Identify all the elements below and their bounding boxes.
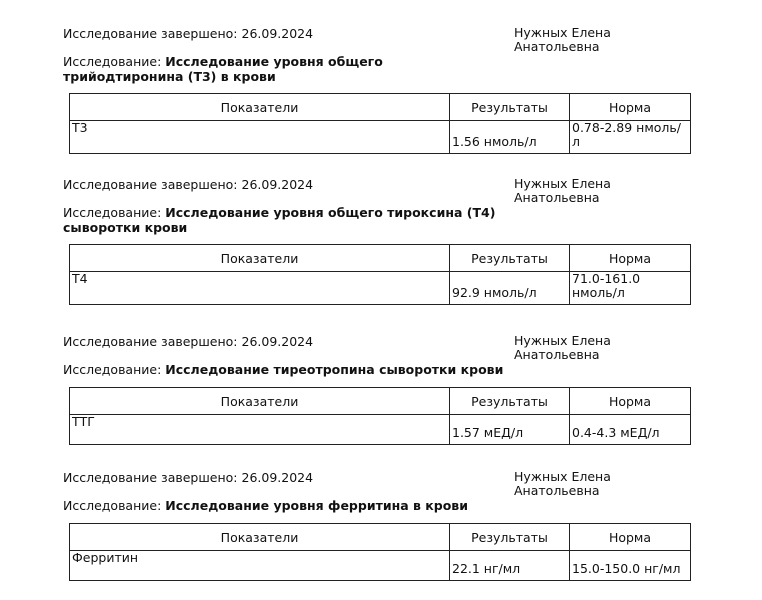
header-indicator: Показатели — [70, 245, 450, 272]
header-indicator: Показатели — [70, 524, 450, 551]
header-norm: Норма — [570, 388, 691, 415]
study-name: Исследование тиреотропина сыворотки крови — [165, 362, 504, 377]
header-norm: Норма — [570, 524, 691, 551]
cell-indicator: Ферритин — [70, 551, 450, 581]
doctor-name — [514, 334, 611, 362]
doctor-name-line1: Нужных Елена — [514, 333, 611, 348]
doctor-name-line2: Анатольевна — [514, 483, 600, 498]
completed-date: Исследование завершено: 26.09.2024 — [63, 177, 314, 192]
table-row — [70, 272, 691, 305]
completed-date: Исследование завершено: 26.09.2024 — [63, 334, 314, 349]
study-header — [63, 470, 703, 498]
doctor-name-line1: Нужных Елена — [514, 176, 611, 191]
cell-norm: 0.4-4.3 мЕД/л — [570, 415, 691, 445]
table-header-row — [70, 245, 691, 272]
cell-indicator: Т3 — [70, 121, 450, 154]
study-title — [63, 498, 503, 513]
results-table — [69, 523, 691, 581]
table-row — [70, 551, 691, 581]
table-header-row — [70, 94, 691, 121]
study-prefix: Исследование: — [63, 205, 162, 220]
table-header-row — [70, 524, 691, 551]
results-table — [69, 244, 691, 305]
header-result: Результаты — [450, 94, 570, 121]
header-result: Результаты — [450, 245, 570, 272]
study-name: Исследование уровня ферритина в крови — [165, 498, 468, 513]
study-block-tsh — [63, 333, 703, 440]
cell-indicator: ТТГ — [70, 415, 450, 445]
results-table — [69, 387, 691, 445]
study-block-t3 — [63, 25, 703, 149]
study-name: Исследование уровня общего трийодтиронина (Т3) в крови — [63, 54, 383, 84]
doctor-name — [514, 470, 611, 498]
cell-indicator: Т4 — [70, 272, 450, 305]
header-norm: Норма — [570, 245, 691, 272]
doctor-name-line1: Нужных Елена — [514, 469, 611, 484]
header-indicator: Показатели — [70, 388, 450, 415]
study-block-ferritin — [63, 469, 703, 576]
study-header — [63, 26, 703, 54]
cell-norm: 15.0-150.0 нг/мл — [570, 551, 691, 581]
doctor-name — [514, 177, 611, 205]
cell-result: 1.57 мЕД/л — [450, 415, 570, 445]
completed-date: Исследование завершено: 26.09.2024 — [63, 470, 314, 485]
study-title — [63, 205, 503, 235]
cell-norm: 71.0-161.0 нмоль/л — [570, 272, 691, 305]
header-indicator: Показатели — [70, 94, 450, 121]
header-result: Результаты — [450, 388, 570, 415]
study-header — [63, 334, 703, 362]
study-prefix: Исследование: — [63, 498, 162, 513]
table-header-row — [70, 388, 691, 415]
study-header — [63, 177, 703, 205]
doctor-name-line2: Анатольевна — [514, 347, 600, 362]
cell-result: 22.1 нг/мл — [450, 551, 570, 581]
study-name: Исследование уровня общего тироксина (Т4) сыворотки крови — [63, 205, 496, 235]
study-title — [63, 54, 503, 84]
header-result: Результаты — [450, 524, 570, 551]
completed-date: Исследование завершено: 26.09.2024 — [63, 26, 314, 41]
cell-result: 92.9 нмоль/л — [450, 272, 570, 305]
header-norm: Норма — [570, 94, 691, 121]
study-title — [63, 362, 523, 377]
doctor-name-line1: Нужных Елена — [514, 25, 611, 40]
study-prefix: Исследование: — [63, 362, 162, 377]
doctor-name-line2: Анатольевна — [514, 39, 600, 54]
cell-norm: 0.78-2.89 нмоль/л — [570, 121, 691, 154]
table-row — [70, 121, 691, 154]
doctor-name — [514, 26, 611, 54]
table-row — [70, 415, 691, 445]
cell-result: 1.56 нмоль/л — [450, 121, 570, 154]
results-table — [69, 93, 691, 154]
doctor-name-line2: Анатольевна — [514, 190, 600, 205]
study-prefix: Исследование: — [63, 54, 162, 69]
study-block-t4 — [63, 176, 703, 300]
